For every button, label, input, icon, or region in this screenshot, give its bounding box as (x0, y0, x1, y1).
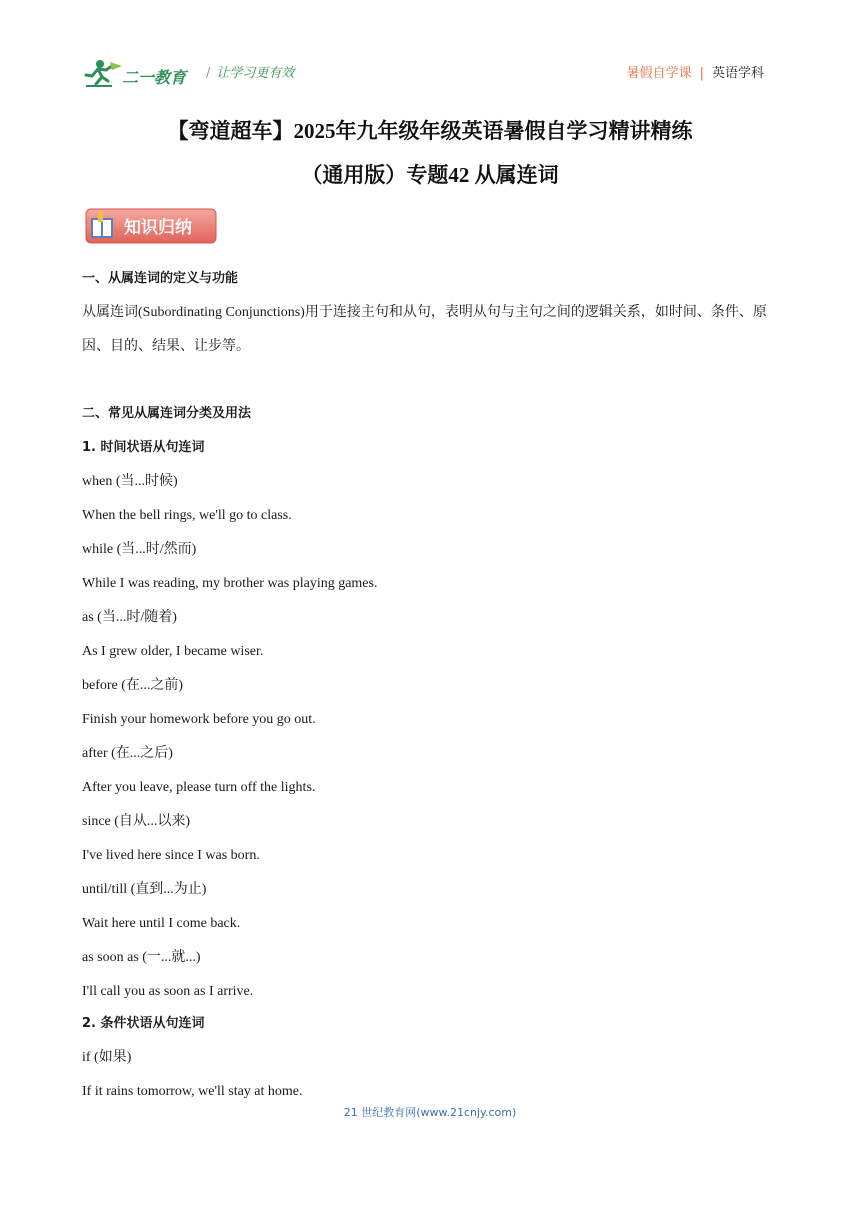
conjunction-term: while (当...时/然而) (82, 542, 197, 557)
example-sentence: If it rains tomorrow, we'll stay at home. (82, 1084, 303, 1099)
page-footer: 21 世纪教育网(www.21cnjy.com) (343, 1106, 517, 1119)
conjunction-term: until/till (直到...为止) (82, 882, 207, 897)
conjunction-term: after (在...之后) (82, 746, 173, 761)
conjunction-term: as soon as (一...就...) (82, 950, 201, 965)
header-course-info: 暑假自学课 | 英语学科 (626, 66, 764, 81)
conjunction-term: before (在...之前) (82, 678, 184, 693)
example-sentence: As I grew older, I became wiser. (82, 644, 264, 659)
example-sentence: Wait here until I come back. (82, 916, 241, 931)
example-sentence: I've lived here since I was born. (82, 848, 260, 863)
document-title-line1: 【弯道超车】2025年九年级年级英语暑假自学习精讲精练 (167, 119, 693, 143)
slogan: / 让学习更有效 (206, 66, 295, 81)
conjunction-term: when (当...时候) (82, 474, 178, 489)
example-sentence: While I was reading, my brother was playing games. (82, 576, 378, 591)
example-sentence: Finish your homework before you go out. (82, 712, 316, 727)
section-heading: 一、从属连词的定义与功能 (82, 271, 239, 286)
definition-paragraph: 从属连词(Subordinating Conjunctions)用于连接主句和从句，表明从句与主句之间的逻辑关系，如时间、条件、原因、目的、结果、让步等。 (82, 305, 767, 354)
page-header (82, 56, 778, 90)
document-title-line2: （通用版）专题42 从属连词 (301, 163, 559, 187)
subsection-heading: 2. 条件状语从句连词 (82, 1016, 205, 1031)
course-label: 暑假自学课 (626, 66, 692, 81)
section-heading: 二、常见从属连词分类及用法 (82, 406, 252, 421)
subsection-heading: 1. 时间状语从句连词 (82, 440, 205, 455)
conjunction-term: as (当...时/随着) (82, 610, 177, 625)
logo-text: 二一教育 (122, 68, 187, 87)
example-sentence: After you leave, please turn off the lights. (82, 780, 316, 795)
knowledge-summary-badge (84, 207, 218, 245)
subject-label: 英语学科 (711, 66, 764, 81)
example-sentence: When the bell rings, we'll go to class. (82, 508, 292, 523)
slogan-text: 让学习更有效 (216, 66, 295, 81)
conjunction-term: since (自从...以来) (82, 814, 191, 829)
conjunction-term: if (如果) (82, 1050, 132, 1065)
logo-icon (82, 56, 192, 90)
example-sentence: I'll call you as soon as I arrive. (82, 984, 254, 999)
badge-label: 知识归纳 (124, 218, 192, 238)
